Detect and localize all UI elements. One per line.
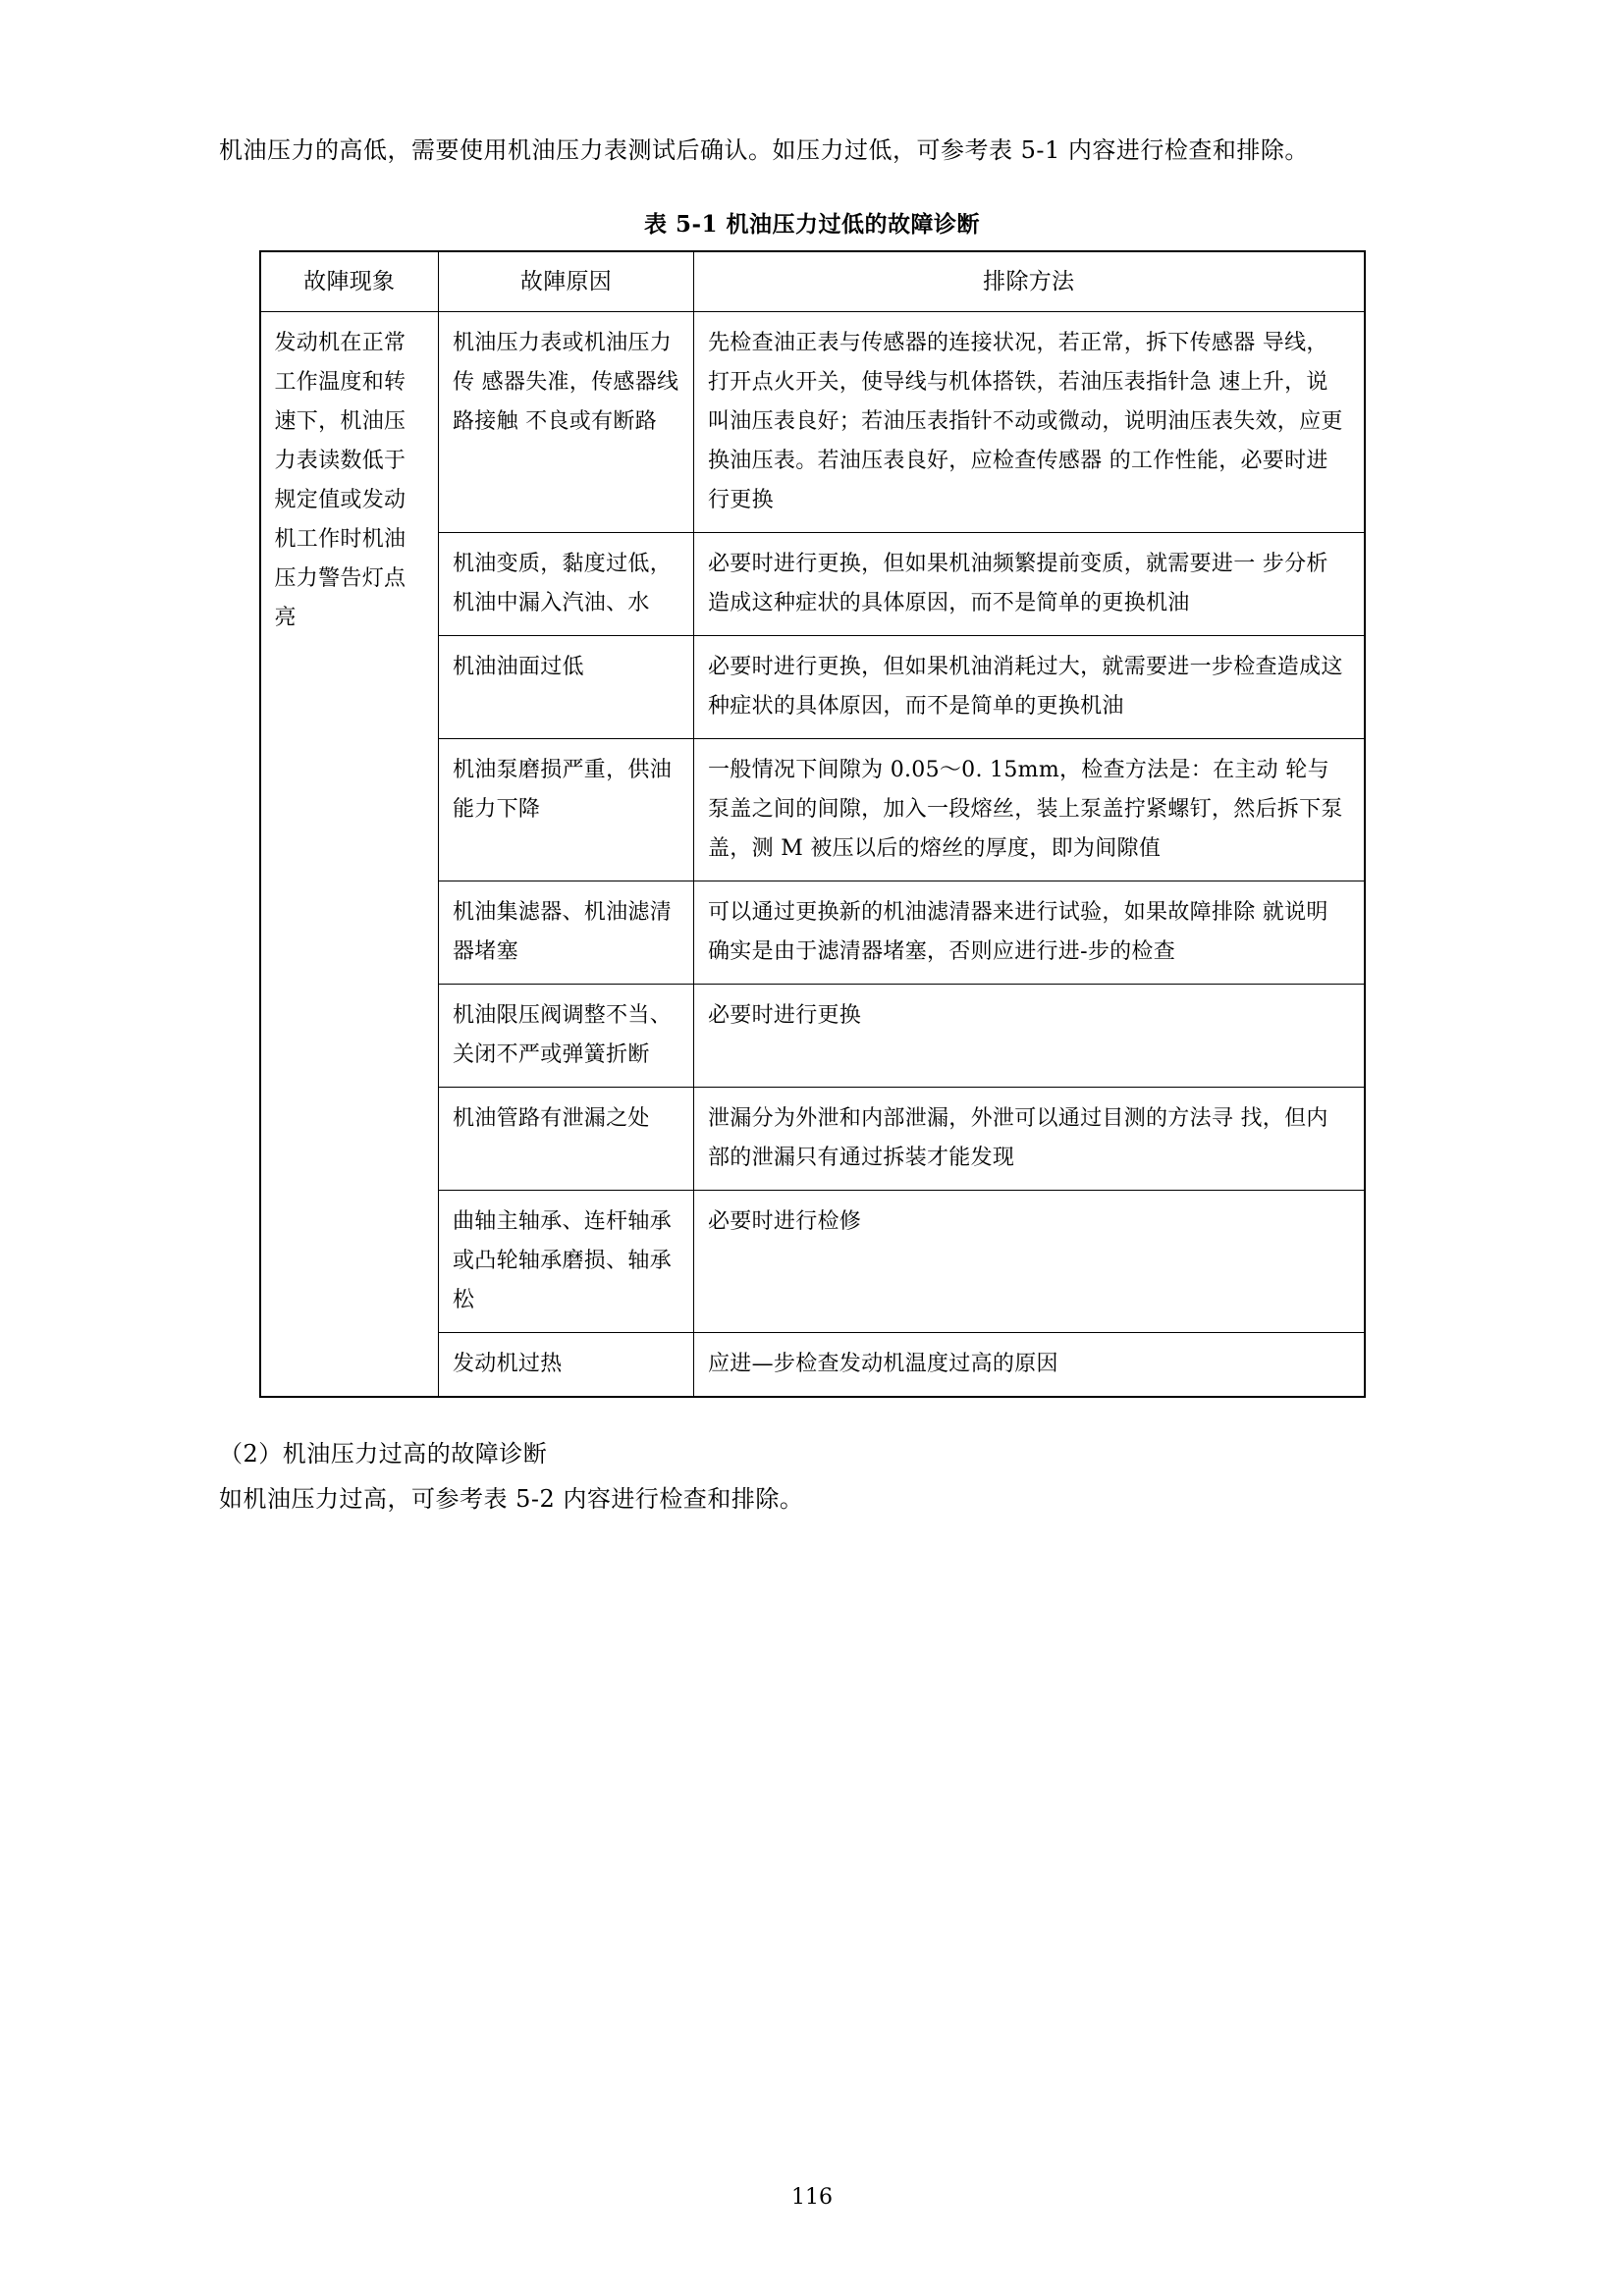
cause-cell: 机油集滤器、机油滤清器堵塞 bbox=[439, 881, 694, 985]
phenomenon-cell: 发动机在正常工作温度和转速下，机油压力表读数低于规定值或发动机工作时机油压力警告灯点亮 bbox=[260, 312, 439, 1398]
cause-cell: 机油泵磨损严重，供油能力下降 bbox=[439, 739, 694, 881]
section-body-line: 如机油压力过高，可参考表 5-2 内容进行检查和排除。 bbox=[219, 1485, 804, 1513]
table-row bbox=[260, 312, 1365, 533]
section-heading-line: （2）机油压力过高的故障诊断 bbox=[219, 1440, 548, 1468]
remedy-cell: 必要时进行更换 bbox=[694, 985, 1365, 1088]
cause-cell: 机油限压阀调整不当、关闭不严或弹簧折断 bbox=[439, 985, 694, 1088]
remedy-cell: 必要时进行更换，但如果机油频繁提前变质，就需要进一 步分析造成这种症状的具体原因，而不是简单的更换机油 bbox=[694, 533, 1365, 636]
remedy-cell: 可以通过更换新的机油滤清器来进行试验，如果故障排除 就说明确实是由于滤清器堵塞，否则应进行进-步的检查 bbox=[694, 881, 1365, 985]
remedy-cell: 一般情况下间隙为 0.05〜0. 15mm，检查方法是：在主动 轮与泵盖之间的间隙，加入一段熔丝，装上泵盖拧紧螺钉，然后拆下泵盖，测 M 被压以后的熔丝的厚度，即为间隙值 bbox=[694, 739, 1365, 881]
cause-cell: 曲轴主轴承、连杆轴承或凸轮轴承磨损、轴承松 bbox=[439, 1191, 694, 1333]
after-table-text bbox=[172, 1431, 1452, 1522]
table-caption: 表 5-1 机油压力过低的故障诊断 bbox=[643, 211, 981, 238]
remedy-cell: 泄漏分为外泄和内部泄漏，外泄可以通过目测的方法寻 找，但内部的泄漏只有通过拆装才能发现 bbox=[694, 1088, 1365, 1191]
remedy-cell: 必要时进行更换，但如果机油消耗过大，就需要进一步检查造成这种症状的具体原因，而不是简单的更换机油 bbox=[694, 636, 1365, 739]
remedy-cell: 必要时进行检修 bbox=[694, 1191, 1365, 1333]
column-header-cause: 故陣原因 bbox=[439, 251, 694, 312]
remedy-cell: 应进—步检查发动机温度过高的原因 bbox=[694, 1333, 1365, 1398]
cause-cell: 机油压力表或机油压力传 感器失准，传感器线路接触 不良或有断路 bbox=[439, 312, 694, 533]
cause-cell: 机油油面过低 bbox=[439, 636, 694, 739]
remedy-cell: 先检查油正表与传感器的连接状况，若正常，拆下传感器 导线，打开点火开关，使导线与机体搭铁，若油压表指针急 速上升，说叫油压表良好；若油压表指针不动或微动，说明油压表失效，应更换油压表。若油压表良好，应检查传感器 的工作性能，必要时进行更换 bbox=[694, 312, 1365, 533]
column-header-phenomenon: 故陣现象 bbox=[260, 251, 439, 312]
table-header-row bbox=[260, 251, 1365, 312]
cause-cell: 发动机过热 bbox=[439, 1333, 694, 1398]
page-number: 116 bbox=[791, 2185, 833, 2210]
cause-cell: 机油变质，黏度过低，机油中漏入汽油、水 bbox=[439, 533, 694, 636]
intro-paragraph: 机油压力的高低，需要使用机油压力表测试后确认。如压力过低，可参考表 5-1 内容进行检查和排除。 bbox=[219, 136, 1309, 164]
column-header-remedy: 排除方法 bbox=[694, 251, 1365, 312]
fault-diagnosis-table bbox=[259, 250, 1366, 1398]
cause-cell: 机油管路有泄漏之处 bbox=[439, 1088, 694, 1191]
